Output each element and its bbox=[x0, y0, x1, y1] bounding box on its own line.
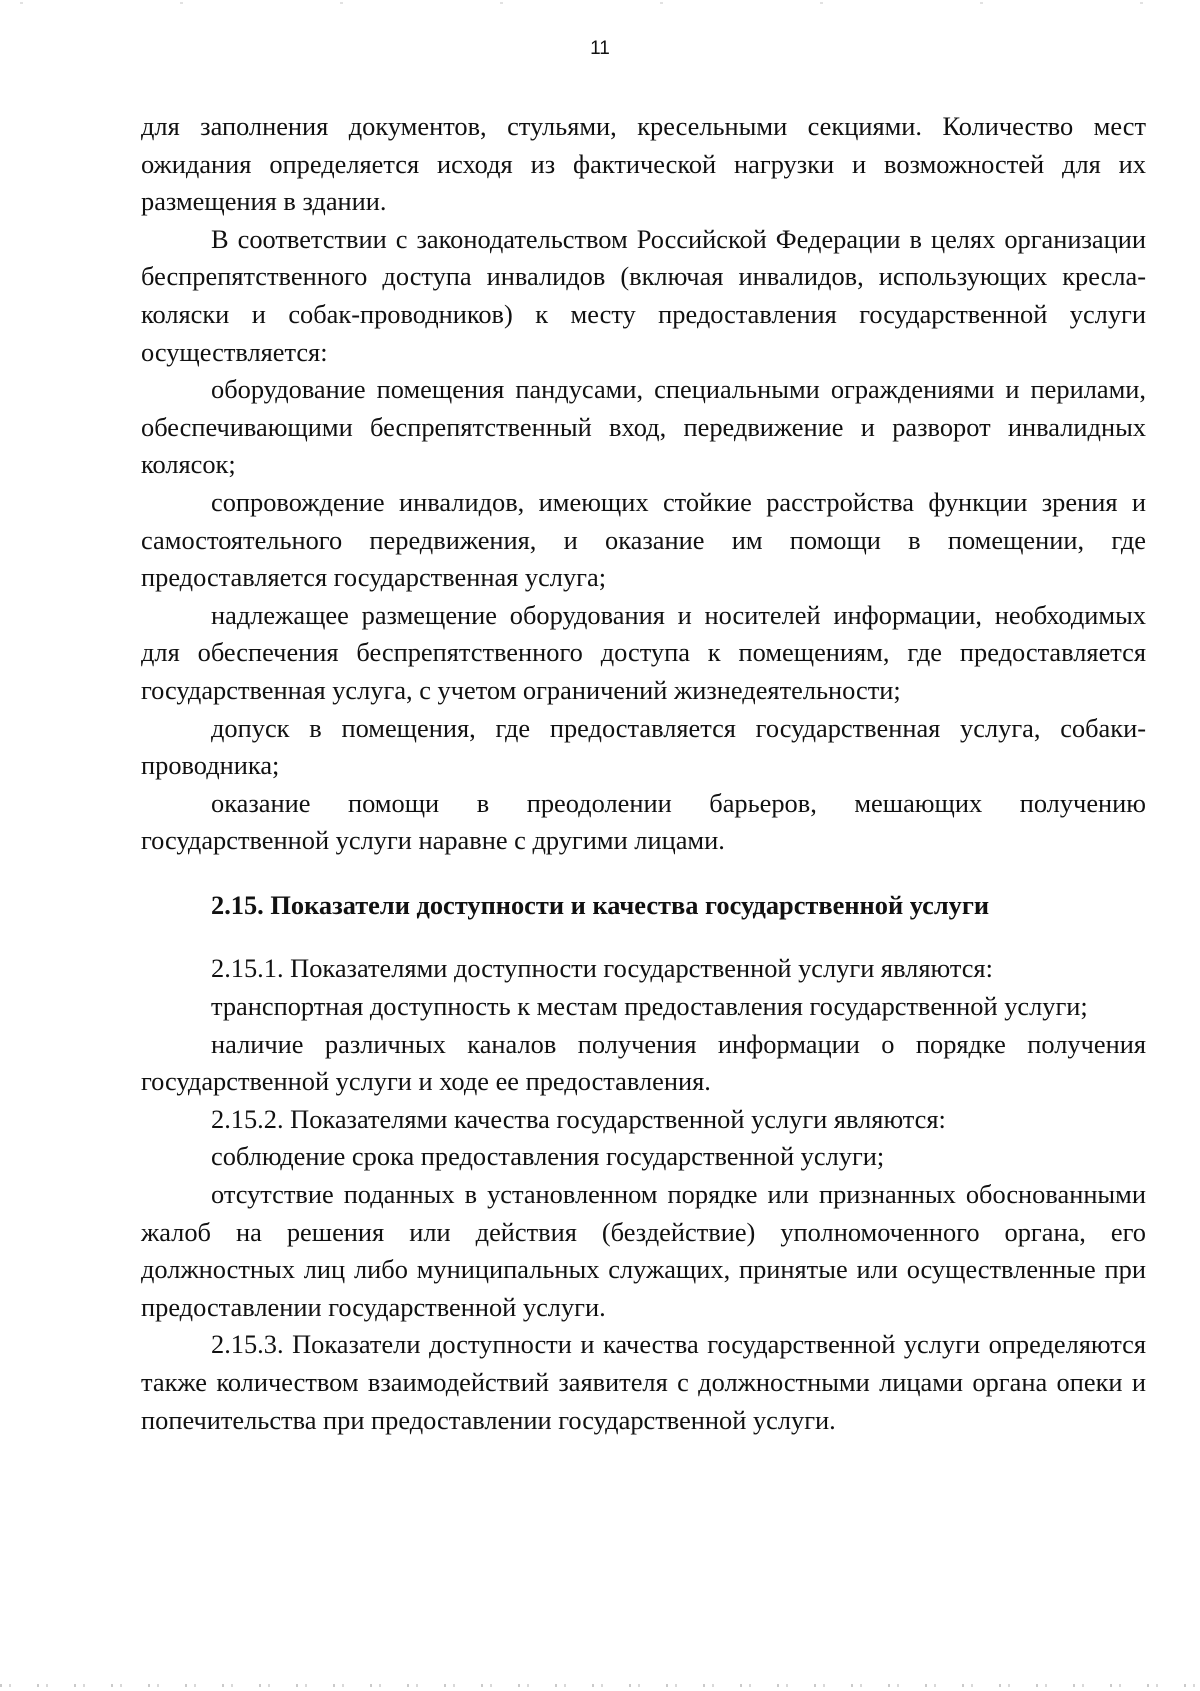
paragraph-ramps-railings: оборудование помещения пандусами, специальными ограждениями и перилами, обеспечивающими беспрепятственный вход, передвижение и разворот инвалидных колясок; bbox=[141, 374, 1146, 480]
section-heading: 2.15. Показатели доступности и качества государственной услуги bbox=[211, 889, 990, 920]
paragraph-info-channels: наличие различных каналов получения информации о порядке получения государственной услуги и ходе ее предоставления. bbox=[141, 1028, 1146, 1097]
paragraph-no-complaints: отсутствие поданных в установленном порядке или признанных обоснованными жалоб на решения или действия (бездействие) уполномоченного органа, его должностных лиц либо муниципальных служащих, принятые или осуществленные при предоставлении государственной услуги. bbox=[141, 1179, 1146, 1322]
page-number: 11 bbox=[590, 38, 610, 59]
paragraph-2-15-3: 2.15.3. Показатели доступности и качества государственной услуги определяются также количеством взаимодействий заявителя с должностными лицами органа опеки и попечительства при предоставлении государственной услуги. bbox=[141, 1329, 1146, 1435]
paragraph-escort-disabled: сопровождение инвалидов, имеющих стойкие расстройства функции зрения и самостоятельного передвижения, и оказание им помощи в помещении, где предоставляется государственная услуга; bbox=[141, 486, 1146, 593]
paragraph-guide-dog-access: допуск в помещения, где предоставляется государственная услуга, собаки-проводника; bbox=[141, 712, 1146, 781]
scan-artifact-bottom bbox=[0, 1684, 1200, 1687]
document-body bbox=[141, 108, 1146, 1439]
paragraph-accessibility-intro: В соответствии с законодательством Российской Федерации в целях организации беспрепятственного доступа инвалидов (включая инвалидов, использующих кресла-коляски и собак-проводников) к месту предоставления государственной услуги осуществляется: bbox=[141, 223, 1146, 367]
paragraph-deadline-compliance: соблюдение срока предоставления государственной услуги; bbox=[211, 1141, 885, 1172]
paragraph-waiting-area: для заполнения документов, стульями, кресельными секциями. Количество мест ожидания определяется исходя из фактической нагрузки и возможностей для их размещения в здании. bbox=[141, 111, 1146, 217]
paragraph-2-15-2: 2.15.2. Показателями качества государственной услуги являются: bbox=[211, 1103, 946, 1134]
paragraph-2-15-1: 2.15.1. Показателями доступности государственной услуги являются: bbox=[211, 953, 993, 984]
paragraph-transport-accessibility: транспортная доступность к местам предоставления государственной услуги; bbox=[211, 991, 1088, 1022]
scan-artifact-top bbox=[20, 2, 1180, 4]
paragraph-equipment-placement: надлежащее размещение оборудования и носителей информации, необходимых для обеспечения беспрепятственного доступа к помещениям, где предоставляется государственная услуга, с учетом ограничений жизнедеятельности; bbox=[141, 599, 1146, 705]
paragraph-barrier-assistance: оказание помощи в преодолении барьеров, мешающих получению государственной услуги наравне с другими лицами. bbox=[141, 787, 1146, 856]
